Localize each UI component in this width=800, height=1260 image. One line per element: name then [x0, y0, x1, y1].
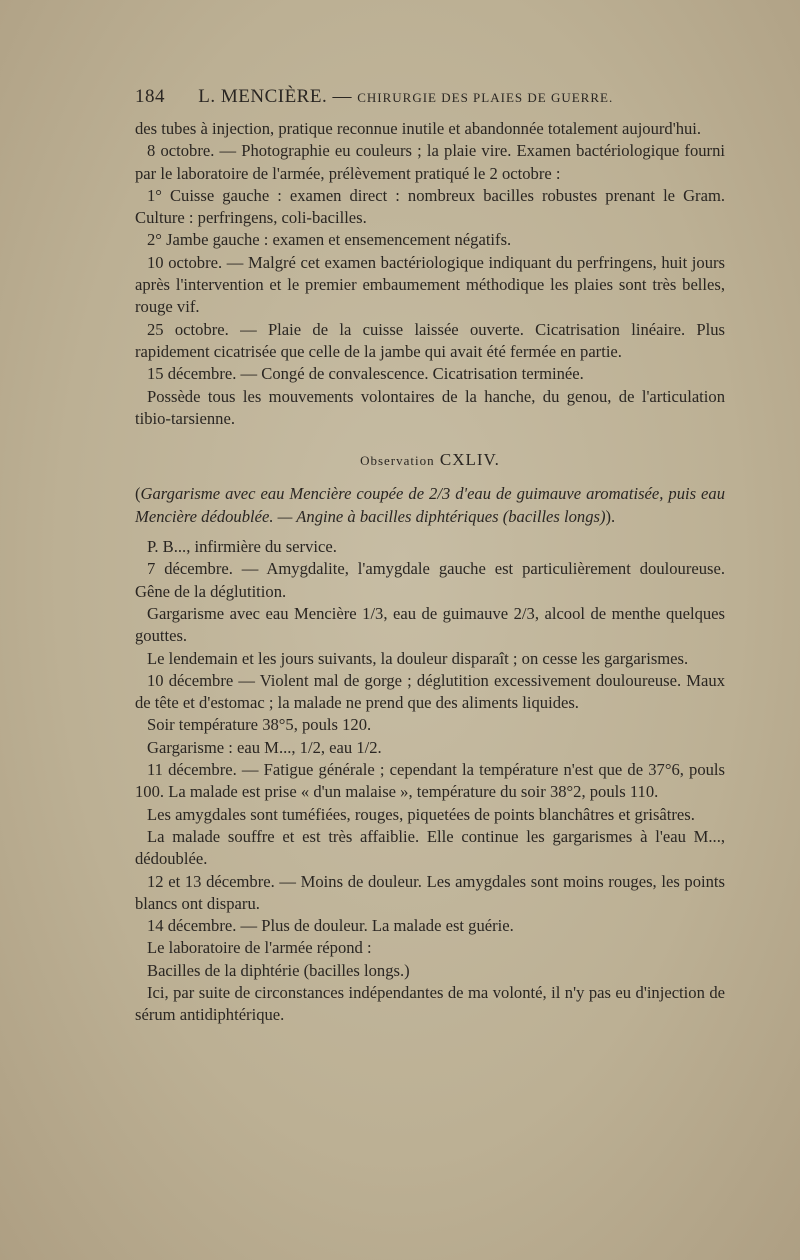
paragraph: Le laboratoire de l'armée répond : [147, 938, 372, 958]
header-author: L. MENCIÈRE. [198, 86, 328, 107]
paragraph: 11 décembre. — Fatigue générale ; cependant la température n'est que de 37°6, pouls 100. La malade est prise « d'un malaise », température du soir 38°2, pouls 110. [135, 760, 725, 802]
page-body [135, 118, 725, 1027]
paragraph: Soir température 38°5, pouls 120. [147, 715, 372, 735]
paragraph: 1° Cuisse gauche : examen direct : nombreux bacilles robustes prenant le Gram. Culture : perfringens, coli-bacilles. [135, 185, 725, 228]
paragraph: Gargarisme avec eau Mencière 1/3, eau de guimauve 2/3, alcool de menthe quelques gouttes. [135, 603, 725, 646]
paragraph: Gargarisme : eau M..., 1/2, eau 1/2. [147, 737, 382, 757]
paragraph: Les amygdales sont tuméfiées, rouges, piquetées de points blanchâtres et grisâtres. [147, 804, 695, 824]
observation-title-prefix: Observation [360, 453, 435, 469]
paragraph: 12 et 13 décembre. — Moins de douleur. Les amygdales sont moins rouges, les points blancs ont disparu. [135, 871, 725, 913]
paragraph: La malade souffre et est très affaiblie. Elle continue les gargarismes à l'eau M..., dédoublée. [135, 826, 725, 869]
paragraph: 10 décembre — Violent mal de gorge ; déglutition excessivement douloureuse. Maux de tête et d'estomac ; la malade ne prend que des aliments liquides. [135, 670, 725, 713]
running-header [135, 86, 725, 108]
paragraph: Bacilles de la diphtérie (bacilles longs.) [147, 960, 410, 980]
header-title: CHIRURGIE DES PLAIES DE GUERRE. [357, 90, 614, 105]
paragraph: des tubes à injection, pratique reconnue inutile et abandonnée totalement aujourd'hui. [135, 119, 702, 138]
paragraph: 15 décembre. — Congé de convalescence. Cicatrisation terminée. [147, 364, 584, 384]
observation-title [135, 449, 725, 472]
paragraph: Possède tous les mouvements volontaires de la hanche, du genou, de l'articulation tibio-tarsienne. [135, 386, 725, 428]
paragraph: P. B..., infirmière du service. [147, 537, 337, 557]
header-dash: — [332, 86, 352, 107]
page-number: 184 [135, 86, 165, 107]
paragraph: Le lendemain et les jours suivants, la douleur disparaît ; on cesse les gargarismes. [147, 648, 689, 668]
paragraph: 7 décembre. — Amygdalite, l'amygdale gauche est particulièrement douloureuse. Gêne de la déglutition. [135, 559, 725, 601]
observation-title-number: CXLIV. [439, 450, 500, 470]
paragraph: 25 octobre. — Plaie de la cuisse laissée ouverte. Cicatrisation linéaire. Plus rapidement cicatrisée que celle de la jambe qui avait été fermée en partie. [135, 319, 725, 361]
paragraph: Ici, par suite de circonstances indépendantes de ma volonté, il n'y pas eu d'injection de sérum antidiphtérique. [135, 982, 725, 1025]
paragraph: 10 octobre. — Malgré cet examen bactériologique indiquant du perfringens, huit jours après l'intervention et le premier embaumement méthodique les plaies sont très belles, rouge vif. [135, 252, 725, 317]
paragraph: 8 octobre. — Photographie eu couleurs ; la plaie vire. Examen bactériologique fourni par le laboratoire de l'armée, prélèvement pratiqué le 2 octobre : [135, 141, 725, 183]
observation-subtitle-text: Gargarisme avec eau Mencière coupée de 2/3 d'eau de guimauve aromatisée, puis eau Mencière dédoublée. — Angine à bacilles diphtériques (bacilles longs) [135, 484, 725, 526]
paragraph: 2° Jambe gauche : examen et ensemencement négatifs. [147, 230, 512, 250]
observation-subtitle: (Gargarisme avec eau Mencière coupée de 2/3 d'eau de guimauve aromatisée, puis eau Mencière dédoublée. — Angine à bacilles diphtériques (bacilles longs)). [135, 484, 725, 526]
paragraph: 14 décembre. — Plus de douleur. La malade est guérie. [147, 916, 514, 936]
